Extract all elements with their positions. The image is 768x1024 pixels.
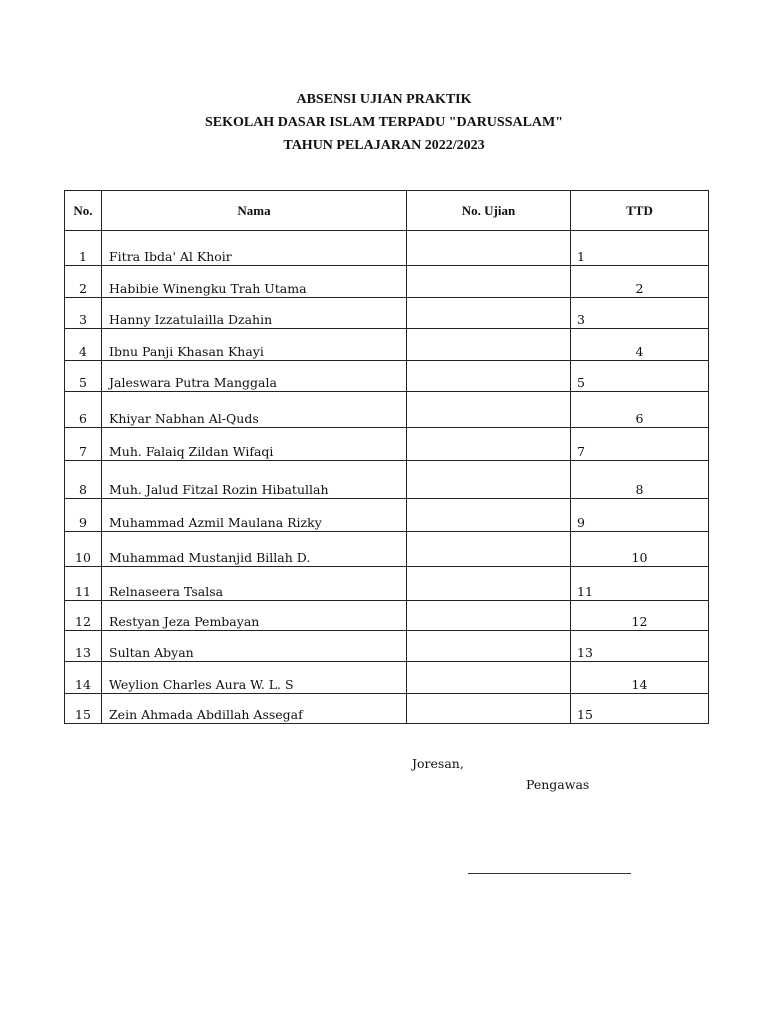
cell-ttd: 9: [571, 499, 709, 532]
cell-no: 14: [65, 662, 102, 694]
cell-no: 5: [65, 361, 102, 392]
cell-no: 2: [65, 266, 102, 298]
attendance-table: [64, 190, 709, 724]
table-row: [65, 662, 709, 694]
cell-nama: Relnaseera Tsalsa: [102, 567, 407, 601]
cell-no: 4: [65, 329, 102, 361]
cell-ttd: 4: [571, 329, 709, 361]
title-line-2: SEKOLAH DASAR ISLAM TERPADU "DARUSSALAM": [204, 115, 564, 130]
cell-no-ujian: [407, 567, 571, 601]
cell-no-ujian: [407, 662, 571, 694]
cell-ttd: 5: [571, 361, 709, 392]
cell-no-ujian: [407, 231, 571, 266]
cell-no-ujian: [407, 428, 571, 461]
cell-no: 8: [65, 461, 102, 499]
table-row: [65, 694, 709, 724]
cell-no: 15: [65, 694, 102, 724]
cell-nama: Muh. Falaiq Zildan Wifaqi: [102, 428, 407, 461]
cell-nama: Zein Ahmada Abdillah Assegaf: [102, 694, 407, 724]
cell-ttd: 8: [571, 461, 709, 499]
table-row: [65, 532, 709, 567]
header-no-ujian: No. Ujian: [407, 191, 571, 231]
cell-no: 1: [65, 231, 102, 266]
cell-no-ujian: [407, 329, 571, 361]
cell-no-ujian: [407, 266, 571, 298]
table-row: [65, 567, 709, 601]
cell-nama: Ibnu Panji Khasan Khayi: [102, 329, 407, 361]
cell-ttd: 13: [571, 631, 709, 662]
cell-no-ujian: [407, 532, 571, 567]
cell-nama: Weylion Charles Aura W. L. S: [102, 662, 407, 694]
cell-ttd: 3: [571, 298, 709, 329]
cell-nama: Khiyar Nabhan Al-Quds: [102, 392, 407, 428]
header-no: No.: [65, 191, 102, 231]
cell-no-ujian: [407, 361, 571, 392]
table-row: [65, 231, 709, 266]
cell-nama: Muhammad Azmil Maulana Rizky: [102, 499, 407, 532]
table-row: [65, 361, 709, 392]
title-line-3: TAHUN PELAJARAN 2022/2023: [283, 138, 485, 153]
cell-nama: Jaleswara Putra Manggala: [102, 361, 407, 392]
cell-ttd: 14: [571, 662, 709, 694]
cell-ttd: 7: [571, 428, 709, 461]
cell-no: 9: [65, 499, 102, 532]
cell-nama: Muh. Jalud Fitzal Rozin Hibatullah: [102, 461, 407, 499]
cell-no-ujian: [407, 499, 571, 532]
cell-nama: Fitra Ibda' Al Khoir: [102, 231, 407, 266]
cell-ttd: 12: [571, 601, 709, 631]
footer-place: Joresan,: [412, 756, 464, 771]
cell-nama: Sultan Abyan: [102, 631, 407, 662]
cell-ttd: 1: [571, 231, 709, 266]
cell-no: 10: [65, 532, 102, 567]
cell-no: 3: [65, 298, 102, 329]
signature-line: [468, 873, 631, 874]
cell-no: 12: [65, 601, 102, 631]
cell-nama: Restyan Jeza Pembayan: [102, 601, 407, 631]
header-ttd: TTD: [571, 191, 709, 231]
cell-ttd: 2: [571, 266, 709, 298]
cell-no-ujian: [407, 298, 571, 329]
table-row: [65, 392, 709, 428]
table-row: [65, 461, 709, 499]
cell-no: 13: [65, 631, 102, 662]
header-nama: Nama: [102, 191, 407, 231]
cell-nama: Hanny Izzatulailla Dzahin: [102, 298, 407, 329]
table-row: [65, 601, 709, 631]
table-row: [65, 298, 709, 329]
cell-ttd: 10: [571, 532, 709, 567]
cell-nama: Muhammad Mustanjid Billah D.: [102, 532, 407, 567]
cell-no-ujian: [407, 461, 571, 499]
table-row: [65, 631, 709, 662]
cell-no: 11: [65, 567, 102, 601]
cell-nama: Habibie Winengku Trah Utama: [102, 266, 407, 298]
cell-ttd: 11: [571, 567, 709, 601]
footer-role: Pengawas: [526, 777, 590, 792]
title-line-1: ABSENSI UJIAN PRAKTIK: [296, 92, 472, 107]
cell-no-ujian: [407, 601, 571, 631]
table-row: [65, 499, 709, 532]
cell-ttd: 6: [571, 392, 709, 428]
table-row: [65, 428, 709, 461]
document-title: [0, 88, 768, 157]
cell-no-ujian: [407, 631, 571, 662]
cell-no: 6: [65, 392, 102, 428]
cell-no: 7: [65, 428, 102, 461]
cell-ttd: 15: [571, 694, 709, 724]
table-row: [65, 329, 709, 361]
table-row: [65, 266, 709, 298]
cell-no-ujian: [407, 694, 571, 724]
table-header-row: [65, 191, 709, 231]
cell-no-ujian: [407, 392, 571, 428]
table-body: [65, 231, 709, 724]
